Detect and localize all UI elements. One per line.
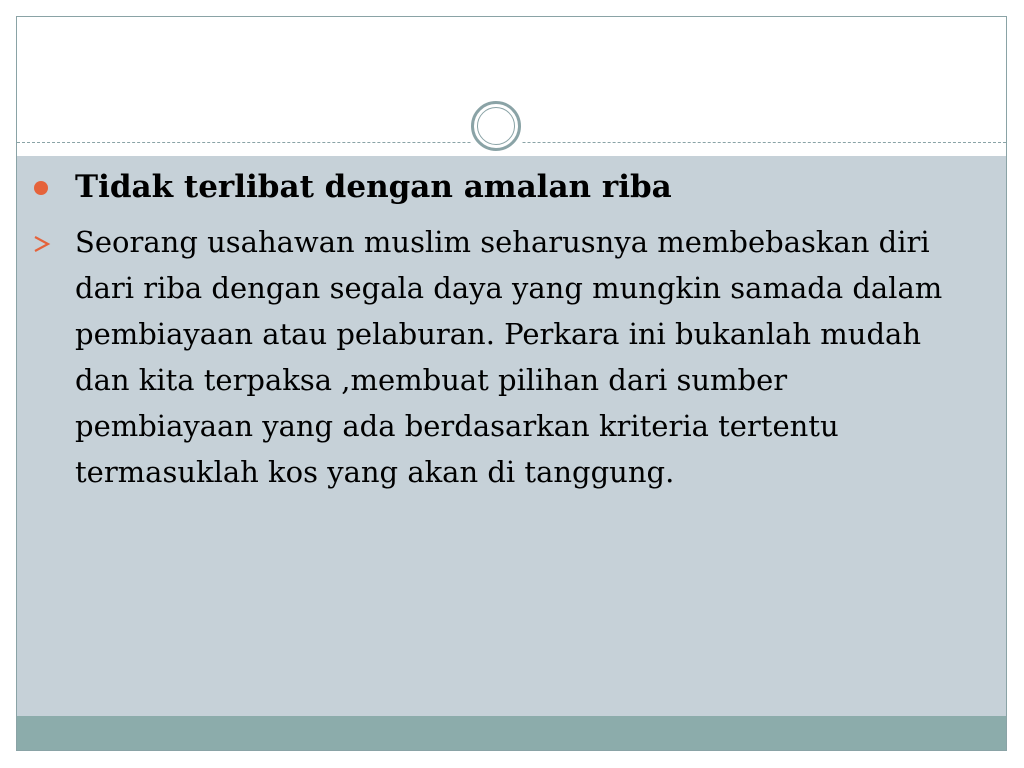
slide-heading: Tidak terlibat dengan amalan riba	[75, 169, 672, 205]
ornament-inner-ring	[477, 107, 515, 145]
arrow-bullet-icon	[32, 235, 52, 253]
slide-body	[30, 167, 970, 495]
bullet-item-paragraph	[30, 219, 970, 495]
bullet-item-heading	[30, 167, 970, 207]
bullet-dot-icon	[34, 181, 48, 195]
slide-paragraph: Seorang usahawan muslim seharusnya membebaskan diri dari riba dengan segala daya yang mungkin samada dalam pembiayaan atau pelaburan. Perkara ini bukanlah mudah dan kita terpaksa ,membuat pilihan dari sumber pembiayaan yang ada berdasarkan kriteria tertentu termasuklah kos yang akan di tanggung.	[75, 225, 943, 489]
footer-band	[17, 716, 1006, 751]
